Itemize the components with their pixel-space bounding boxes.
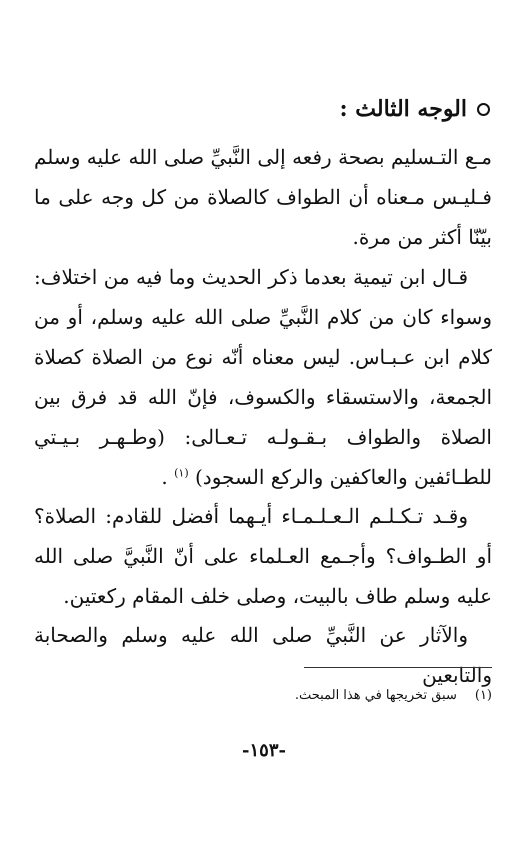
circle-bullet-icon bbox=[477, 103, 490, 116]
paragraph-2 bbox=[34, 257, 492, 497]
paragraph-4-text: والآثار عن النَّبيِّ صلى الله عليه وسلم والصحابة والتابعين bbox=[34, 623, 492, 687]
footnote-reference: (١) bbox=[174, 466, 189, 480]
section-heading-text: الوجه الثالث : bbox=[339, 96, 467, 122]
paragraph-3 bbox=[34, 496, 492, 616]
section-heading bbox=[340, 92, 490, 126]
page-number: -١٥٣- bbox=[242, 740, 286, 761]
paragraph-2-tail: . bbox=[161, 465, 168, 489]
paragraph-1 bbox=[34, 137, 492, 257]
paragraph-1-text: مـع التـسليم بصحة رفعه إلى النَّبيِّ صلى الله عليه وسلم فـليـس مـعناه أن الطواف كالصلاة من كل وجه على ما بيّنّا أكثر من مرة. bbox=[34, 145, 492, 249]
paragraph-2-text: قـال ابن تيمية بعدما ذكر الحديث وما فيه من اختلاف: وسواء كان من كلام النَّبيِّ صلى الله عليه وسلم، أو من كلام ابن عـبـاس. ليس معناه أنّه نوع من الصلاة كصلاة الجمعة، والاستسقاء والكسوف، فإنّ الله قد فرق بين الصلاة والطواف بـقـولـه تـعـالى: (وطـهـر بـيـتي للطـائفين والعاكفين والركع السجود) bbox=[34, 265, 492, 489]
footnote-divider bbox=[304, 667, 492, 668]
footnote-text: سبق تخريجها في هذا المبحث. bbox=[294, 688, 457, 703]
footnote bbox=[295, 686, 492, 706]
footnote-number: (١) bbox=[474, 688, 492, 703]
paragraph-4 bbox=[34, 615, 492, 695]
paragraph-3-text: وقـد تـكـلـم الـعـلـمـاء أيـهما أفضل للقادم: الصلاة؟ أو الطـواف؟ وأجـمع العـلماء على أنّ النَّبيَّ صلى الله عليه وسلم طاف بالبيت، وصلى خلف المقام ركعتين. bbox=[34, 504, 492, 608]
